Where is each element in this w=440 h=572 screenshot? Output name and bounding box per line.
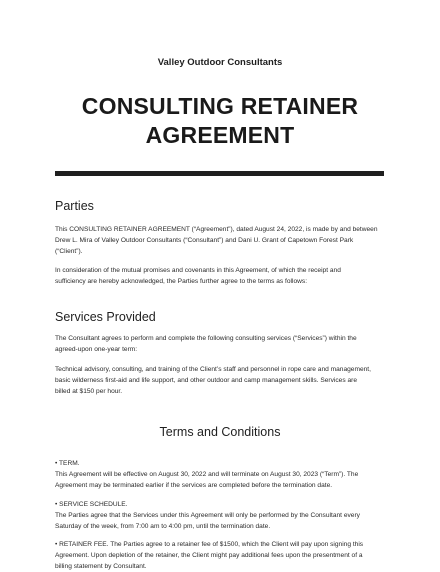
title-divider: [55, 171, 384, 176]
section-heading-parties: Parties: [55, 199, 94, 213]
text-line: This Agreement will be effective on August 30, 2022 and will terminate on August 30, 2023 (“Term”). The: [55, 470, 359, 478]
document-title: [0, 92, 440, 150]
text-line: (“Client”).: [55, 247, 83, 255]
text-line: The Parties agree that the Services under this Agreement will only be performed by the Consultant every: [55, 511, 360, 519]
terms-item-service-schedule: [55, 500, 387, 532]
section-heading-terms: Terms and Conditions: [159, 425, 281, 439]
terms-item-term: [55, 459, 387, 491]
terms-item-retainer-fee: [55, 540, 387, 572]
text-line: basic wilderness first-aid and life support, and other outdoor and camp management skills. Services are: [55, 376, 357, 384]
title-line-1: CONSULTING RETAINER: [81, 93, 359, 119]
text-line: Technical advisory, consulting, and training of the Client’s staff and personnel in rope care and management,: [55, 366, 371, 373]
services-paragraph-2: [55, 365, 387, 397]
section-heading-services: Services Provided: [55, 310, 156, 324]
text-line: billing statement by Consultant.: [55, 562, 147, 570]
text-line: Agreement may be terminated earlier if the services are completed before the termination date.: [55, 481, 333, 489]
text-line: agreed-upon one-year term:: [55, 345, 138, 353]
text-line: • RETAINER FEE. The Parties agree to a retainer fee of $1500, which the Client will pay upon signing this: [55, 541, 364, 548]
text-line: Agreement. Upon depletion of the retainer, the Client might pay additional fees upon the presentment of a: [55, 551, 363, 559]
title-line-2: AGREEMENT: [145, 122, 295, 148]
text-line: sufficiency are hereby acknowledged, the Parties further agree to the terms as follows:: [55, 277, 308, 285]
parties-paragraph-1: [55, 225, 387, 257]
text-line: This CONSULTING RETAINER AGREEMENT (“Agreement”), dated August 24, 2022, is made by and between: [55, 226, 378, 233]
text-line: billed at $150 per hour.: [55, 387, 123, 395]
text-line: Saturday of the week, from 7:00 am to 4:00 pm, until the termination date.: [55, 522, 271, 530]
text-line: • SERVICE SCHEDULE.: [55, 501, 128, 508]
text-line: The Consultant agrees to perform and complete the following consulting services (“Services”) within the: [55, 335, 357, 342]
company-name: Valley Outdoor Consultants: [157, 57, 283, 68]
text-line: • TERM.: [55, 460, 80, 467]
parties-paragraph-2: [55, 266, 387, 288]
text-line: In consideration of the mutual promises and covenants in this Agreement, of which the receipt and: [55, 267, 341, 274]
text-line: Drew L. Mira of Valley Outdoor Consultants (“Consultant”) and Dani U. Grant of Capetown Forest Park: [55, 236, 354, 244]
services-paragraph-1: [55, 334, 387, 356]
